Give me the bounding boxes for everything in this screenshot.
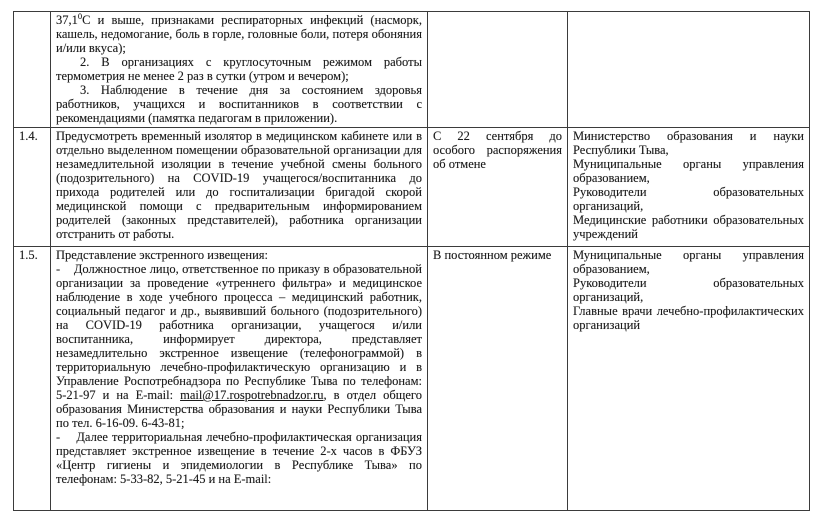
timing-cell bbox=[428, 247, 568, 510]
temperature-value: 37,1 bbox=[56, 13, 78, 27]
email-link: mail@17.rospotrebnadzor.ru bbox=[180, 388, 324, 402]
responsible-cell bbox=[568, 247, 809, 510]
activity-paragraph: 2. В организациях с круглосуточным режимом работы термометрия не менее 2 раз в сутки (утром и вечером); bbox=[56, 55, 422, 83]
responsible-item: Муниципальные органы управления образованием, bbox=[573, 248, 804, 276]
activity-paragraph: 3. Наблюдение в течение дня за состоянием здоровья работников, учащихся и воспитанников в соответствии с рекомендациями (памятка педагогам в приложении). bbox=[56, 83, 422, 125]
responsible-item: Главные врачи лечебно-профилактических организаций bbox=[573, 304, 804, 332]
timing-text: С 22 сентября до особого распоряжения об отмене bbox=[433, 129, 562, 171]
responsible-item: Руководители образовательных организаций, bbox=[573, 185, 804, 213]
activity-text: - Должностное лицо, ответственное по приказу в образовательной организации за проведение «утреннего фильтра» и медицинское наблюдение в ходе учебного процесса – медицинский работник, социальный педагог и др., выявивший больного (подозрительного) на COVID-19 работника организации, учащегося и/или воспитанника, информирует директора, представляет незамедлительно экстренное извещение (телефонограммой) в территориальную лечебно-профилактическую организацию и в Управление Роспотребнадзора по Республике Тыва по телефонам: 5-21-97 и на E-mail: bbox=[56, 262, 422, 402]
activity-paragraph: Представление экстренного извещения: bbox=[56, 248, 268, 262]
timing-cell bbox=[428, 128, 568, 247]
activity-paragraph: - Далее территориальная лечебно-профилактическая организация представляет экстренное извещение в течение 2-х часов в ФБУЗ «Центр гигиены и эпидемиологии в Республике Тыва» по телефонам: 5-33-82, 5-21-45 и на E-mail: bbox=[56, 430, 422, 486]
activity-text: , в отдел общего образования Министерства образования и науки Республики Тыва по тел. 6-16-09. 6-43-81; bbox=[56, 388, 422, 430]
activity-paragraph: Предусмотреть временный изолятор в медицинском кабинете или в отдельно выделенном помещении образовательной организации для незамедлительной изоляции в течение учебной смены больного (подозрительного) на COVID-19 учащегося/воспитанника до прихода родителей или до госпитализации бригадой скорой медицинской помощи с предварительным информированием родителей (законных представителей), работника организации отстранить от работы. bbox=[56, 129, 422, 241]
responsible-item: Муниципальные органы управления образованием, bbox=[573, 157, 804, 185]
activity-cell bbox=[51, 12, 428, 128]
activity-paragraph bbox=[56, 262, 422, 430]
activity-text: С и выше, признаками респираторных инфекций (насморк, кашель, недомогание, боль в горле, головные боли, потеря обоняния и/или вкуса); bbox=[56, 13, 422, 55]
responsible-item: Руководители образовательных организаций, bbox=[573, 276, 804, 304]
row-number: 1.4. bbox=[19, 129, 38, 143]
degree-superscript: 0 bbox=[77, 12, 83, 21]
row-number-cell bbox=[14, 128, 51, 247]
activity-cell bbox=[51, 247, 428, 510]
responsible-item: Медицинские работники образовательных учреждений bbox=[573, 213, 804, 241]
row-number: 1.5. bbox=[19, 248, 38, 262]
activity-paragraph bbox=[56, 13, 422, 55]
responsible-item: Министерство образования и науки Республики Тыва, bbox=[573, 129, 804, 157]
timing-text: В постоянном режиме bbox=[433, 248, 552, 262]
activity-cell bbox=[51, 128, 428, 247]
timing-cell bbox=[428, 12, 568, 128]
responsible-cell bbox=[568, 128, 809, 247]
row-number-cell bbox=[14, 12, 51, 128]
row-number-cell bbox=[14, 247, 51, 510]
order-measures-table bbox=[13, 11, 810, 511]
responsible-cell bbox=[568, 12, 809, 128]
